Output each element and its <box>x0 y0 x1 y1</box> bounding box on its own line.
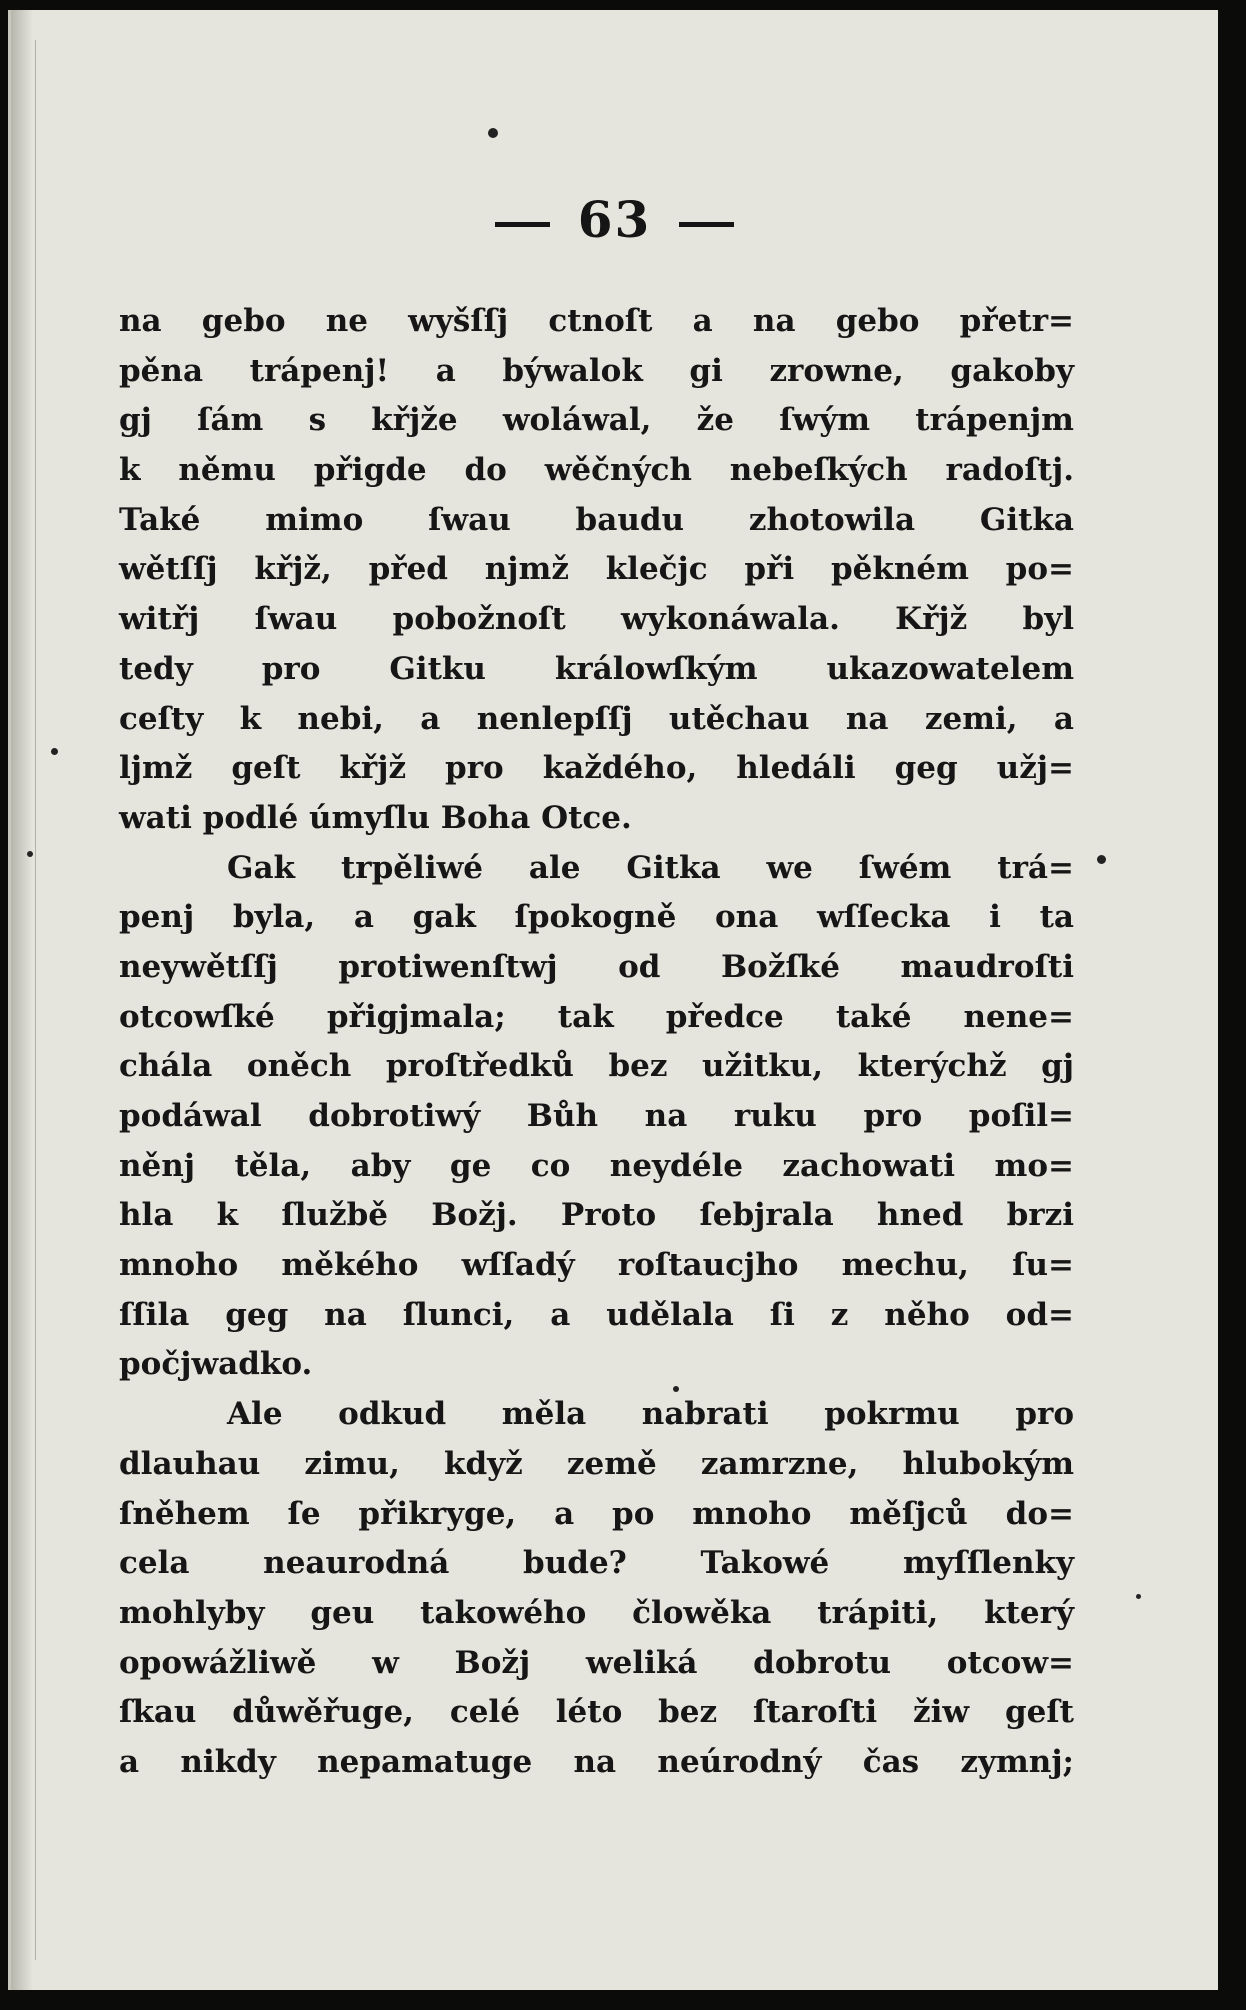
page-body-text <box>119 297 1074 1788</box>
text-line: Také mimo ſwau baudu zhotowila Gitka <box>119 501 1074 538</box>
text-line: Gak trpěliwé ale Gitka we ſwém trá= <box>227 849 1074 886</box>
page-number: 63 <box>577 190 652 249</box>
text-line: mnoho měkého wſſadý roſtaucjho mechu, ſu= <box>119 1247 1074 1284</box>
page-gutter-shadow <box>11 10 33 1990</box>
text-line: mohlyby geu takowého člowěka trápiti, který <box>119 1594 1074 1631</box>
ink-speck <box>488 128 498 138</box>
text-line: počjwadko. <box>119 1346 313 1383</box>
text-line: ſkau důwěřuge, celé léto bez ſtaroſti žiw geſt <box>119 1694 1074 1731</box>
text-line: něnj těla, aby ge co neydéle zachowati mo= <box>119 1147 1074 1184</box>
ink-speck <box>51 748 58 755</box>
text-line: ceſty k nebi, a nenlepſſj utěchau na zemi, a <box>119 700 1074 737</box>
text-line: pěna trápenj! a býwalok gi zrowne, gakoby <box>119 352 1074 389</box>
text-line: wati podlé úmyſlu Boha Otce. <box>119 799 632 836</box>
text-line: witřj ſwau pobožnoſt wykonáwala. Křjž byl <box>119 601 1074 638</box>
text-line: chála oněch proſtředků bez užitku, kterýchž gj <box>119 1048 1074 1085</box>
header-dash-left <box>495 222 550 227</box>
text-line: hla k ſlužbě Božj. Proto ſebjrala hned brzi <box>119 1197 1074 1234</box>
text-line: ſſila geg na ſlunci, a udělala ſi z něho od= <box>119 1296 1074 1333</box>
text-line: neywětſſj protiwenſtwj od Božſké maudroſti <box>119 948 1074 985</box>
text-line: k němu přigde do wěčných nebeſkých radoſtj. <box>119 452 1074 489</box>
text-line: ljmž geſt křjž pro každého, hledáli geg užj= <box>119 750 1074 787</box>
ink-speck <box>27 851 33 857</box>
text-line: tedy pro Gitku králowſkým ukazowatelem <box>119 650 1074 687</box>
page-header <box>11 190 1218 249</box>
text-line: dlauhau zimu, když země zamrzne, hlubokým <box>119 1445 1074 1482</box>
page-fold-line <box>35 40 36 1960</box>
text-line: opowážliwě w Božj weliká dobrotu otcow= <box>119 1644 1074 1681</box>
text-line: otcowſké přigjmala; tak předce také nene= <box>119 998 1074 1035</box>
ink-speck <box>1097 855 1106 864</box>
text-line: Ale odkud měla nabrati pokrmu pro <box>227 1396 1074 1433</box>
text-line: na gebo ne wyšſſj ctnoſt a na gebo přetr= <box>119 303 1074 339</box>
ink-speck <box>1136 1594 1141 1599</box>
text-line: cela neaurodná bude? Takowé myſſlenky <box>119 1545 1074 1582</box>
book-page <box>8 10 1218 1990</box>
text-line: a nikdy nepamatuge na neúrodný čas zymnj; <box>119 1743 1074 1780</box>
text-line: gj ſám s křjže woláwal, že ſwým trápenjm <box>119 402 1074 439</box>
text-line: penj byla, a gak ſpokogně ona wſſecka i ta <box>119 899 1074 936</box>
text-line: ſněhem ſe přikryge, a po mnoho měſjců do= <box>119 1495 1074 1532</box>
text-line: podáwal dobrotiwý Bůh na ruku pro poſil= <box>119 1098 1074 1134</box>
text-line: wětſſj křjž, před njmž klečjc při pěkném po= <box>119 551 1074 588</box>
header-dash-right <box>679 222 734 227</box>
